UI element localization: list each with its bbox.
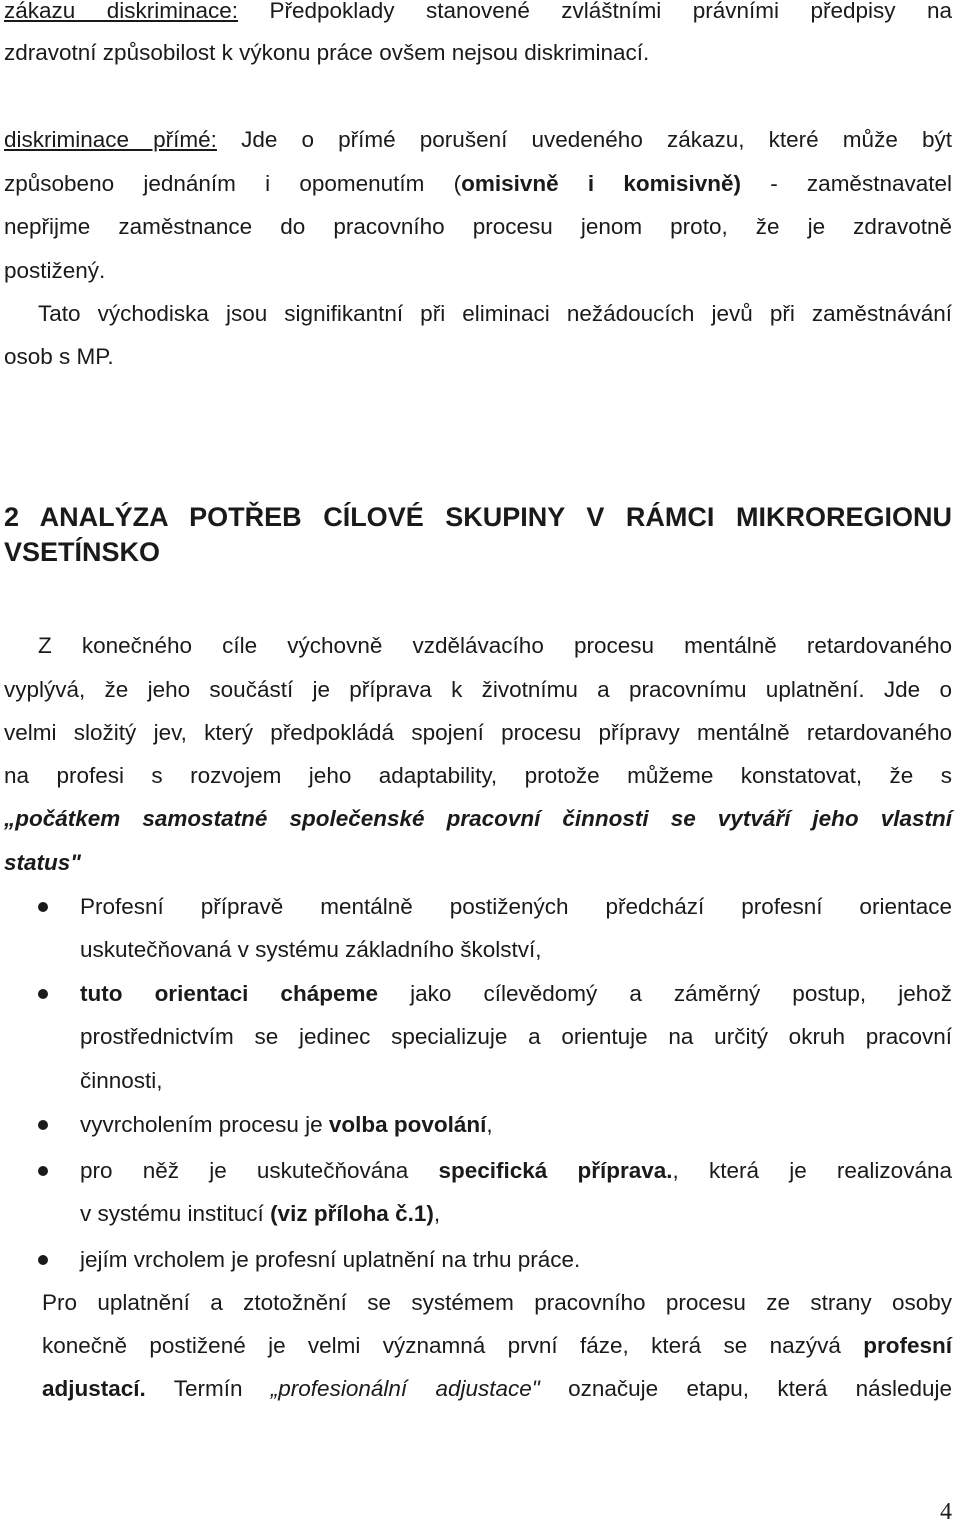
- term-label: diskriminace přímé:: [4, 127, 217, 152]
- text-line: [42, 1331, 952, 1361]
- list-item-line: [80, 979, 952, 1009]
- section-heading: 2 ANALÝZA POTŘEB CÍLOVÉ SKUPINY V RÁMCI MIKROREGIONU: [4, 502, 952, 532]
- text-line: [4, 169, 952, 199]
- list-item-line: jejím vrcholem je profesní uplatnění na trhu práce.: [80, 1247, 581, 1272]
- text-span: vyvrcholením procesu je: [80, 1112, 329, 1137]
- list-item-line: Profesní přípravě mentálně postižených předchází profesní orientace: [80, 894, 952, 919]
- bold-span: tuto orientaci chápeme: [80, 981, 378, 1006]
- text-line: na profesi s rozvojem jeho adaptability, protože můžeme konstatovat, že s: [4, 763, 952, 788]
- text-span: ,: [486, 1112, 493, 1137]
- bold-span: (viz příloha č.1): [270, 1201, 434, 1226]
- text-span: v systému institucí: [80, 1201, 271, 1226]
- text-line: [42, 1374, 952, 1404]
- italic-span: „profesionální adjustace": [270, 1376, 540, 1401]
- text-line: [4, 125, 952, 155]
- text-span: - zaměstnavatel: [740, 171, 953, 196]
- text-span: Předpoklady stanovené zvláštními právními předpisy na: [238, 0, 952, 23]
- text-line: Tato východiska jsou signifikantní při eliminaci nežádoucích jevů při zaměstnávání: [38, 301, 952, 326]
- bullet-icon: [38, 1255, 48, 1265]
- text-line: velmi složitý jev, který předpokládá spojení procesu přípravy mentálně retardovaného: [4, 720, 952, 745]
- text-line: [4, 0, 952, 26]
- bullet-icon: [38, 1120, 48, 1130]
- list-item-line: uskutečňovaná v systému základního školství,: [80, 937, 542, 962]
- text-line: Z konečného cíle výchovně vzdělávacího procesu mentálně retardovaného: [38, 633, 952, 658]
- text-span: ,: [433, 1201, 441, 1226]
- bullet-icon: [38, 1166, 48, 1176]
- text-span: Termín: [145, 1376, 271, 1401]
- text-span: pro něž je uskutečňována: [80, 1158, 439, 1183]
- list-item-line: [80, 1199, 952, 1229]
- section-heading-cont: VSETÍNSKO: [4, 537, 161, 567]
- text-span: , která je realizována: [672, 1158, 952, 1183]
- text-line: nepřijme zaměstnance do pracovního procesu jenom proto, že je zdravotně: [4, 214, 952, 239]
- list-item-line: prostřednictvím se jedinec specializuje a orientuje na určitý okruh pracovní: [80, 1024, 952, 1049]
- bold-span: volba povolání: [328, 1112, 487, 1137]
- list-item-line: [80, 1110, 952, 1140]
- bold-span: specifická příprava.: [438, 1158, 673, 1183]
- term-label: zákazu diskriminace:: [4, 0, 239, 23]
- text-span: označuje etapu, která následuje: [539, 1376, 952, 1401]
- emphasis-line: „počátkem samostatné společenské pracovní činnosti se vytváří jeho vlastní: [4, 806, 952, 831]
- text-line: zdravotní způsobilost k výkonu práce ovšem nejsou diskriminací.: [4, 40, 650, 65]
- list-item-line: [80, 1156, 952, 1186]
- text-span: jako cílevědomý a záměrný postup, jehož: [377, 981, 952, 1006]
- text-span: Jde o přímé porušení uvedeného zákazu, které může být: [216, 127, 952, 152]
- text-span: způsobeno jednáním i opomenutím (: [4, 171, 462, 196]
- text-line: vyplývá, že jeho součástí je příprava k životnímu a pracovnímu uplatnění. Jde o: [4, 677, 952, 702]
- text-line: osob s MP.: [4, 344, 114, 369]
- emphasis-line: status": [4, 850, 81, 875]
- text-line: postižený.: [4, 258, 106, 283]
- bullet-icon: [38, 989, 48, 999]
- bold-span: omisivně i komisivně): [461, 171, 741, 196]
- bullet-icon: [38, 902, 48, 912]
- bold-span: profesní: [863, 1333, 952, 1358]
- text-line: Pro uplatnění a ztotožnění se systémem pracovního procesu ze strany osoby: [42, 1290, 952, 1315]
- bold-span: adjustací.: [42, 1376, 146, 1401]
- page-number: 4: [940, 1499, 952, 1525]
- list-item-line: činnosti,: [80, 1068, 163, 1093]
- text-span: konečně postižené je velmi významná první fáze, která se nazývá: [42, 1333, 864, 1358]
